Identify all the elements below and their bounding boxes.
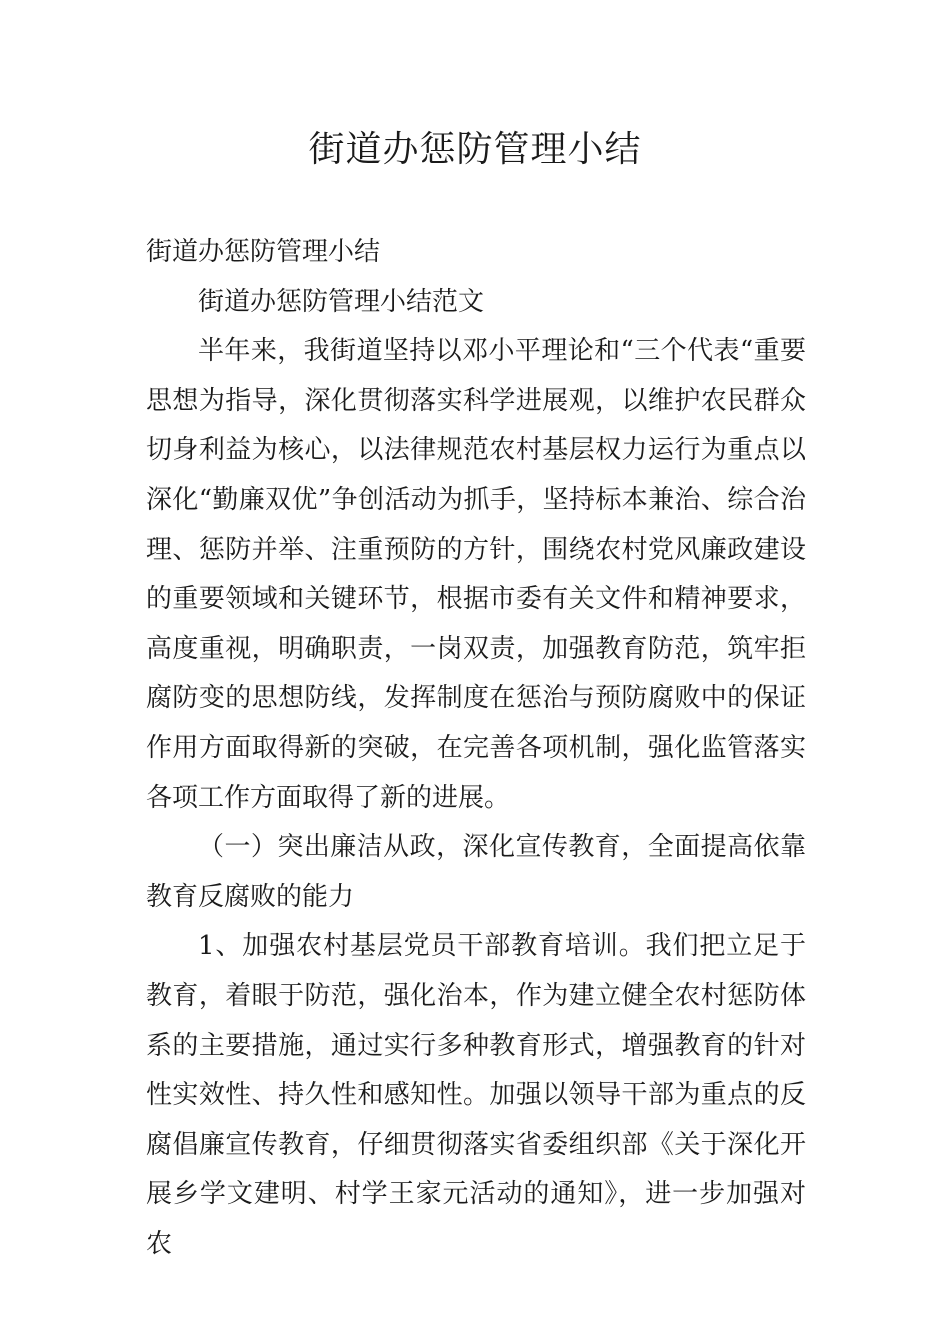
paragraph-item-1: 1、加强农村基层党员干部教育培训。我们把立足于教育，着眼于防范，强化治本，作为建立健全农村惩防体系的主要措施，通过实行多种教育形式，增强教育的针对性实效性、持久性和感知性。加强以领导干部为重点的反腐倡廉宣传教育，仔细贯彻落实省委组织部《关于深化开展乡学文建明、村学王家元活动的通知》，进一步加强对农 xyxy=(146,931,806,1259)
paragraph-subtitle: 街道办惩防管理小结范文 xyxy=(198,286,485,317)
paragraph-heading: 街道办惩防管理小结 xyxy=(146,237,381,267)
document-body xyxy=(146,228,806,1269)
paragraph-section-1: （一）突出廉洁从政，深化宣传教育，全面提高依靠教育反腐败的能力 xyxy=(146,832,806,912)
paragraph-intro: 半年来，我街道坚持以邓小平理论和“三个代表“重要思想为指导，深化贯彻落实科学进展观，以维护农民群众切身利益为核心，以法律规范农村基层权力运行为重点以深化“勤廉双优”争创活动为抓手，坚持标本兼治、综合治理、惩防并举、注重预防的方针，围绕农村党风廉政建设的重要领域和关键环节，根据市委有关文件和精神要求，高度重视，明确职责，一岗双责，加强教育防范，筑牢拒腐防变的思想防线，发挥制度在惩治与预防腐败中的保证作用方面取得新的突破，在完善各项机制，强化监管落实各项工作方面取得了新的进展。 xyxy=(146,336,806,813)
document-title: 街道办惩防管理小结 xyxy=(308,129,642,170)
